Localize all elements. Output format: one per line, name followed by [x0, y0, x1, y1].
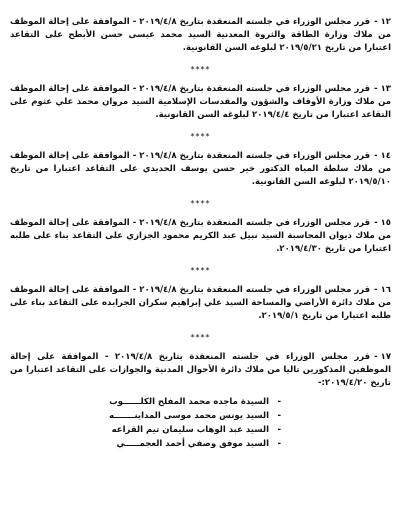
item-text: قرر مجلس الوزراء في جلسته المنعقدة بتاريخ ٢٠١٩/٤/٨ - الموافقة على إحالة الموظف من ملاك وزارة الأوقاف والشؤون والمقدسات الإسلامية السيد مروان محمد علي عثوم على التقاعد اعتبارا من تاريخ ٢٠١٩/٤/٤ لبلوغه السن القانونية. — [10, 84, 391, 120]
item-text: قرر مجلس الوزراء في جلسته المنعقدة بتاريخ ٢٠١٩/٤/٨ - الموافقة على إحالة الموظفين المذكورين تاليا من ملاك دائرة الأحوال المدنية والجوازات على التقاعد اعتبارا من تاريخ ٢٠١٩/٤/٢٠:- — [10, 352, 391, 388]
item-text: قرر مجلس الوزراء في جلسته المنعقدة بتاريخ ٢٠١٩/٤/٨ - الموافقة على إحالة الموظف من ملاك دائرة الأراضي والمساحة السيد علي إبراهيم سكران الجرايده على التقاعد بناء على طلبه اعتبارا من تاريخ ٢٠١٩/٥/١. — [10, 285, 391, 321]
list-item: - السيدة ماجده محمد المفلح الكلــــــوب — [10, 396, 281, 409]
decision-item-16 — [10, 284, 391, 323]
decision-item-15 — [10, 217, 391, 256]
item-text: قرر مجلس الوزراء في جلسته المنعقدة بتاريخ ٢٠١٩/٤/٨ - الموافقة على إحالة الموظف من ملاك وزارة الطاقة والثروة المعدنية السيد محمد عيسى حسن الأبطح على التقاعد اعتبارا من تاريخ ٢٠١٩/٥/٢١ لبلوغه السن القانونية. — [10, 17, 391, 53]
decision-item-14 — [10, 150, 391, 189]
separator: **** — [190, 199, 211, 208]
retiree-names-list — [10, 396, 391, 451]
item-text: قرر مجلس الوزراء في جلسته المنعقدة بتاريخ ٢٠١٩/٤/٨ - الموافقة على إحالة الموظف من ملاك ديوان المحاسبة السيد نبيل عبد الكريم محمود الجزازي على التقاعد بناء على طلبه اعتبارا من تاريخ ٢٠١٩/٤/٣٠. — [10, 218, 391, 254]
separator: **** — [190, 333, 211, 342]
item-number: ١٦ - — [374, 285, 391, 295]
item-text: قرر مجلس الوزراء في جلسته المنعقدة بتاريخ ٢٠١٩/٤/٨ - الموافقة على إحالة الموظف من ملاك سلطة المياه الدكتور خير حسن يوسف الحديدي على التقاعد اعتبارا من تاريخ ٢٠١٩/٥/١٠ لبلوغه السن القانونية. — [10, 151, 391, 187]
decision-item-12 — [10, 16, 391, 55]
separator: **** — [190, 65, 211, 74]
item-number: ١٧ - — [374, 352, 392, 362]
list-item: - السيد موفق وصفي أحمد العجمـــــي — [10, 438, 281, 451]
list-item: - السيد عبد الوهاب سليمان تيم القراعه — [10, 424, 281, 437]
separator: **** — [190, 266, 211, 275]
item-number: ١٢ - — [374, 17, 391, 27]
decision-item-17 — [10, 351, 391, 390]
decision-item-13 — [10, 83, 391, 122]
item-number: ١٤ - — [374, 151, 391, 161]
item-number: ١٣ - — [374, 84, 391, 94]
item-number: ١٥ - — [374, 218, 391, 228]
separator: **** — [190, 132, 211, 141]
list-item: - السيد يونس محمد موسى المداينـــــــه — [10, 410, 281, 423]
